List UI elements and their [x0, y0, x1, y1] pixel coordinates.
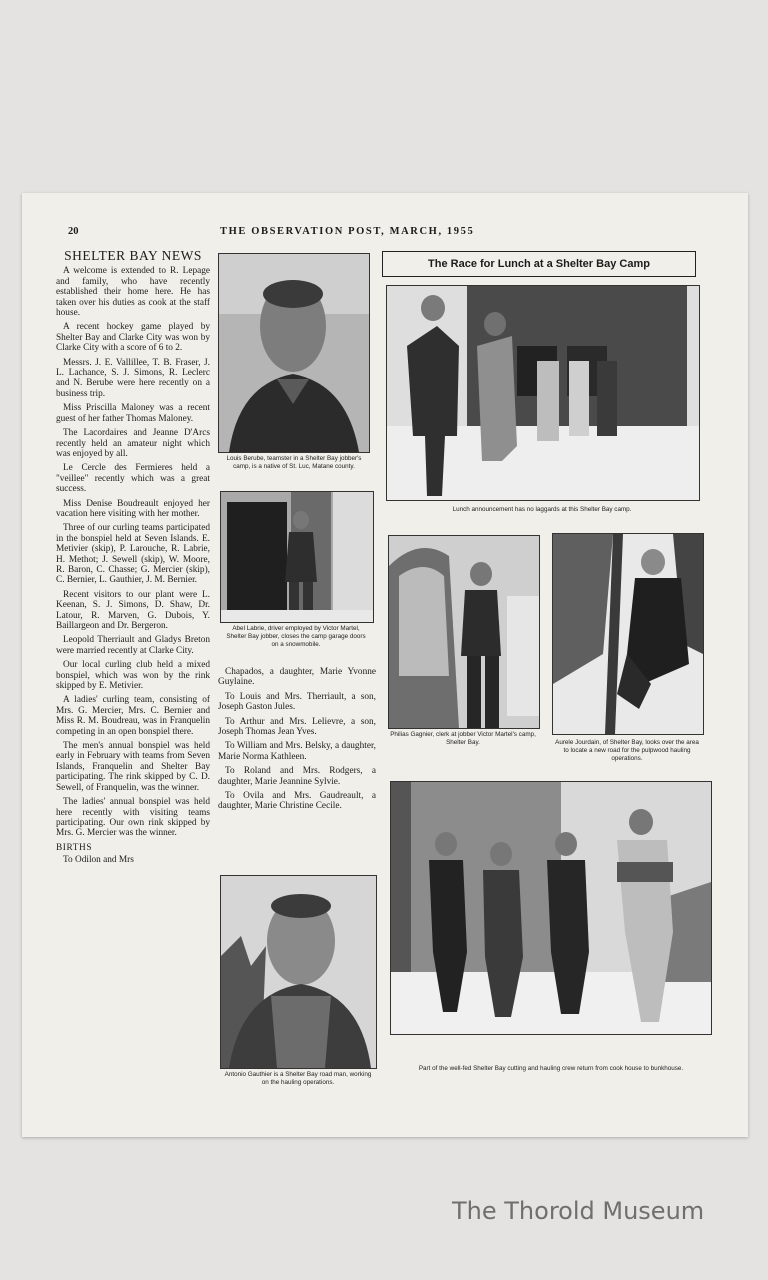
news-paragraph: Messrs. J. E. Vallillee, T. B. Fraser, J. L. Lachance, S. J. Simons, R. Leclerc and N. Berube were here recently on a business trip. [56, 357, 210, 399]
page-number: 20 [68, 226, 79, 237]
news-paragraph: Three of our curling teams participated in the bonspiel held at Seven Islands. E. Metivier (skip), P. Larouche, R. Labrie, H. Methot; J. Sewell (skip), W. Moore, R. Baron, C. Chasse; G. Mercier (skip), C. Bernier, L. Gauthier, J. M. Bernier. [56, 523, 210, 586]
news-paragraph: To Arthur and Mrs. Lelievre, a son, Joseph Thomas Jean Yves. [218, 716, 376, 738]
caption-crew: Part of the well-fed Shelter Bay cutting and hauling crew return from cook house to bunkhouse. [418, 1065, 684, 1072]
magazine-page [22, 193, 748, 1137]
news-paragraph: To Odilon and Mrs [63, 855, 134, 866]
publication-title: THE OBSERVATION POST, MARCH, 1955 [220, 226, 475, 237]
section-heading: SHELTER BAY NEWS [64, 248, 202, 263]
page-header [22, 226, 748, 240]
news-paragraph: Le Cercle des Fermieres held a "veillee" recently which was a great success. [56, 463, 210, 495]
photo-lunch-race [386, 285, 700, 501]
news-paragraph: To Roland and Mrs. Rodgers, a daughter, Marie Jeannine Sylvie. [218, 766, 376, 787]
news-paragraph: The men's annual bonspiel was held early in February with teams from Seven Islands, Franquelin and Shelter Bay participating. The rink skipped by C. D. Sewell, of Franquelin, was the winner. [56, 741, 210, 793]
photo-philias-gagnier [388, 535, 540, 729]
news-paragraph: Chapados, a daughter, Marie Yvonne Guylaine. [218, 667, 376, 688]
news-paragraph: Recent visitors to our plant were L. Keenan, S. J. Simons, D. Shaw, Dr. Latour, R. Marven, G. Dubois, Y. Baillargeon and Dr. Bergeron. [56, 589, 210, 631]
news-column-2 [218, 667, 376, 816]
news-paragraph: A ladies' curling team, consisting of Mrs. G. Mercier, Mrs. C. Bernier and Miss R. M. Boudreau, was in Franquelin competing in an open bonspiel there. [56, 695, 210, 737]
news-paragraph: A recent hockey game played by Shelter Bay and Clarke City was won by Clarke City with a score of 6 to 2. [56, 322, 210, 354]
news-paragraph: Miss Denise Boudreault enjoyed her vacation here visiting with her mother. [56, 498, 210, 519]
watermark-text: The Thorold Museum [452, 1197, 705, 1225]
news-paragraph: Miss Priscilla Maloney was a recent guest of her father Thomas Maloney. [56, 403, 210, 424]
photo-louis-berube [218, 253, 370, 453]
news-paragraph: A welcome is extended to R. Lepage and family, who have recently established their home here. He has taken over his duties as cook at the staff house. [56, 266, 210, 319]
photo-antonio-gauthier [220, 875, 377, 1069]
caption-gagnier: Philias Gagnier, clerk at jobber Victor Martel's camp, Shelter Bay. [390, 731, 536, 746]
photo-aurele-jourdain [552, 533, 704, 735]
caption-berube: Louis Berube, teamster in a Shelter Bay jobber's camp, is a native of St. Luc, Matane county. [226, 455, 362, 470]
births-heading: BIRTHS [56, 842, 93, 853]
photo-abel-labrie [220, 491, 374, 623]
photo-crew-return [390, 781, 712, 1035]
caption-jourdain: Aurele Jourdain, of Shelter Bay, looks over the area to locate a new road for the pulpwood hauling operations. [555, 739, 699, 762]
news-paragraph: To Louis and Mrs. Therriault, a son, Joseph Gaston Jules. [218, 691, 376, 713]
news-paragraph: To William and Mrs. Belsky, a daughter, Marie Norma Kathleen. [218, 741, 376, 762]
photo-feature-banner: The Race for Lunch at a Shelter Bay Camp [382, 251, 696, 277]
caption-labrie: Abel Labrie, driver employed by Victor Martel, Shelter Bay jobber, closes the camp garage doors on a snowmobile. [226, 625, 366, 648]
news-paragraph: Our local curling club held a mixed bonspiel, which was won by the rink skipped by E. Metivier. [56, 660, 210, 692]
news-paragraph: The Lacordaires and Jeanne D'Arcs recently held an amateur night which was enjoyed by all. [56, 428, 210, 459]
news-paragraph: The ladies' annual bonspiel was held here recently with visiting teams participating. Our own rink skipped by Mrs. G. Mercier was the winner. [56, 797, 210, 839]
news-paragraph: Leopold Therriault and Gladys Breton were married recently at Clarke City. [56, 635, 210, 656]
caption-lunch: Lunch announcement has no laggards at this Shelter Bay camp. [452, 506, 632, 513]
news-paragraph: To Ovila and Mrs. Gaudreault, a daughter, Marie Christine Cecile. [218, 791, 376, 812]
news-column-1 [56, 248, 210, 870]
caption-gauthier: Antonio Gauthier is a Shelter Bay road man, working on the hauling operations. [224, 1071, 372, 1086]
